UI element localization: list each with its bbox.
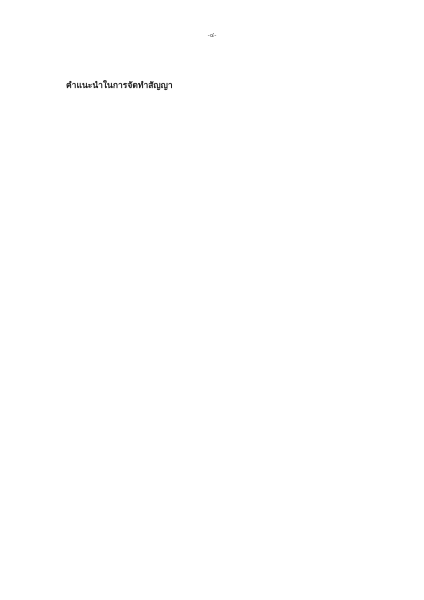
numbered-item-6: [66, 199, 380, 217]
bullet-item-1: [120, 326, 380, 335]
numbered-item-9: [66, 267, 380, 285]
bullet-item-6: [120, 394, 380, 403]
supporting-documents-list: [120, 326, 380, 417]
page-number: -๔-: [207, 32, 217, 39]
numbered-item-4: [66, 163, 380, 172]
page-heading: คำแนะนำในการจัดทำสัญญา: [66, 81, 173, 91]
numbered-item-7: [66, 222, 380, 240]
bullet-item-7: [120, 407, 380, 416]
numbered-item-2: [66, 127, 380, 145]
numbered-item-10: [66, 289, 380, 307]
bullet-item-5: [120, 380, 380, 389]
numbered-item-3: [66, 149, 380, 158]
bullet-item-2: [120, 339, 380, 348]
bullet-item-4: [120, 366, 380, 375]
numbered-item-1: [66, 104, 380, 122]
numbered-item-11: [66, 312, 380, 321]
bullet-item-3: [120, 353, 380, 362]
numbered-item-8: [66, 244, 380, 262]
numbered-item-5: [66, 176, 380, 194]
